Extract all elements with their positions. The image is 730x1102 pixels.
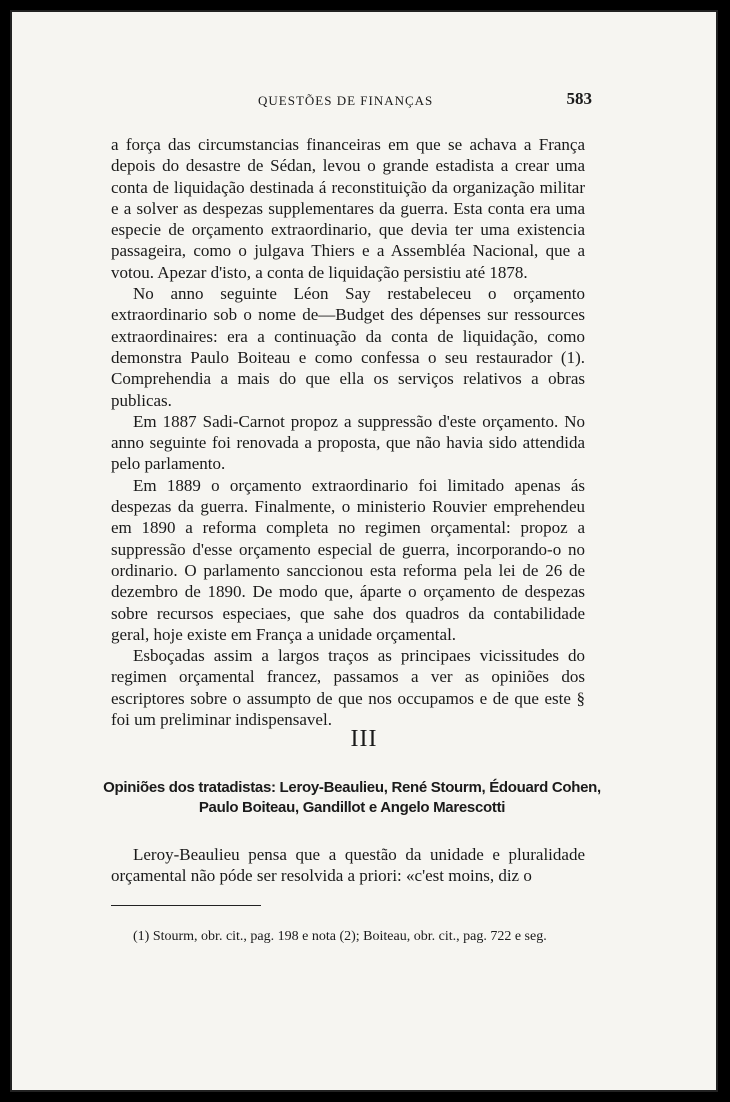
paragraph-3: Em 1887 Sadi-Carnot propoz a suppressão d'este orçamento. No anno seguinte foi renovada a proposta, que não havia sido attendida pelo parlamento. — [111, 411, 585, 474]
main-text — [111, 134, 585, 730]
page-number: 583 — [566, 89, 592, 108]
section-title-line-2: Paulo Boiteau, Gandillot e Angelo Marescotti — [198, 799, 506, 816]
running-head: QUESTÕES DE FINANÇAS — [258, 93, 434, 108]
footnote-text: (1) Stourm, obr. cit., pag. 198 e nota (2); Boiteau, obr. cit., pag. 722 e seg. — [133, 929, 547, 944]
page-header — [12, 89, 716, 115]
footnote — [111, 928, 585, 946]
section-title — [92, 778, 612, 818]
paragraph-2: No anno seguinte Léon Say restabeleceu o orçamento extraordinario sob o nome de—Budget des dépenses sur ressources extraordinaires: era a continuação da conta de liquidação, como demonstra Paulo Boiteau e como confessa o seu restaurador (1). Comprehendia a mais do que ella os serviços relativos a obras publicas. — [111, 284, 585, 410]
footnote-divider — [111, 905, 261, 906]
paragraph-1: a força das circumstancias financeiras em que se achava a França depois do desastre de Sédan, levou o grande estadista a crear uma conta de liquidação destinada á reconstituição da organização militar e a solver as despezas supplementares da guerra. Esta conta era uma especie de orçamento extraordinario, que devia ter uma existencia passageira, como o julgava Thiers e a Assembléa Nacional, que a votou. Apezar d'isto, a conta de liquidação persistiu até 1878. — [111, 135, 585, 282]
section-title-line-1: Opiniões dos tratadistas: Leroy-Beaulieu, René Stourm, Édouard Cohen, — [103, 779, 601, 796]
book-page — [10, 10, 718, 1092]
section-number: III — [350, 726, 378, 752]
section-text — [111, 844, 585, 886]
section-paragraph: Leroy-Beaulieu pensa que a questão da unidade e pluralidade orçamental não póde ser resolvida a priori: «c'est moins, diz o — [111, 845, 585, 885]
paragraph-4: Em 1889 o orçamento extraordinario foi limitado apenas ás despezas da guerra. Finalmente, o ministerio Rouvier emprehendeu em 1890 a reforma completa no regimen orçamental: propoz a suppressão d'esse orçamento especial de guerra, incorporando-o no ordinario. O parlamento sanccionou esta reforma pela lei de 26 de dezembro de 1890. De modo que, áparte o orçamento de despezas sobre recursos especiaes, que sahe dos quadros da contabilidade geral, hoje existe em França a unidade orçamental. — [111, 475, 585, 644]
paragraph-5: Esboçadas assim a largos traços as principaes vicissitudes do regimen orçamental francez, passamos a ver as opiniões dos escriptores sobre o assumpto de que nos occupamos e de que este § foi um preliminar indispensavel. — [111, 646, 585, 730]
